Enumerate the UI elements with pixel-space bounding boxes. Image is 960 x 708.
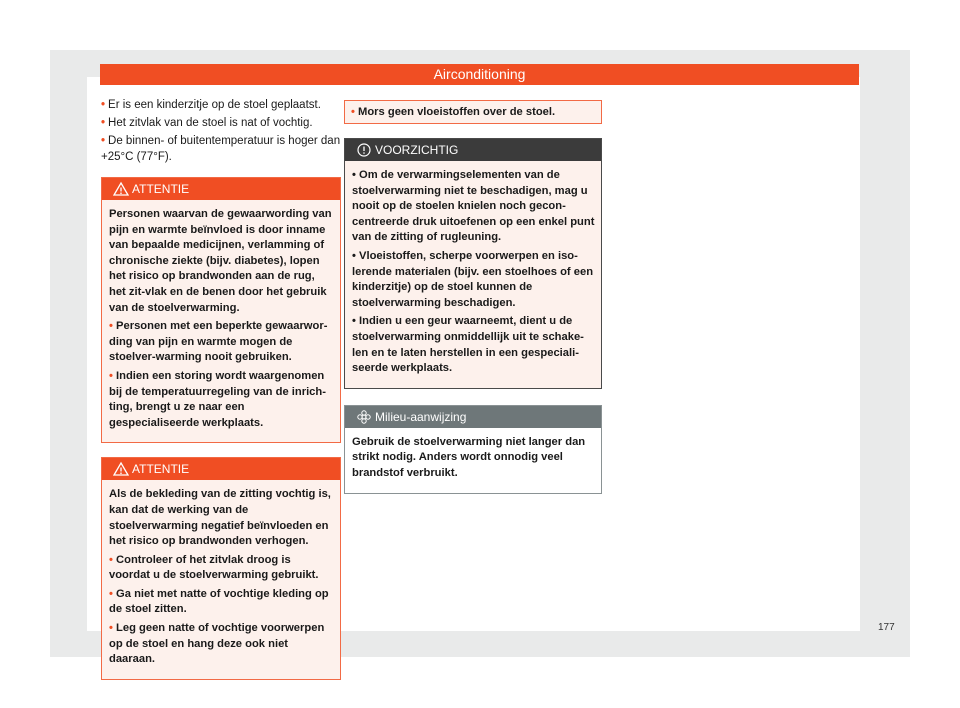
caution-box bbox=[344, 138, 602, 389]
bullet-icon: • bbox=[109, 553, 117, 566]
bullet-icon: • bbox=[109, 622, 117, 635]
continued-box bbox=[344, 100, 602, 124]
caution-box-header bbox=[345, 139, 601, 161]
left-column bbox=[101, 97, 341, 680]
bullet-icon: • bbox=[101, 117, 106, 129]
warning-box-2 bbox=[101, 457, 341, 680]
warning-box-header bbox=[102, 458, 340, 480]
warning-triangle-icon bbox=[113, 181, 129, 197]
environment-text: Gebruik de stoelverwarming niet langer dan strikt nodig. Anders wordt onnodig veel brandstof verbruikt. bbox=[352, 435, 586, 479]
bullet-icon: • bbox=[109, 320, 117, 333]
right-column bbox=[344, 97, 602, 494]
info-circle-icon bbox=[356, 142, 372, 158]
warning-title: ATTENTIE bbox=[132, 462, 190, 477]
list-item: • Leg geen natte of vochtige voorwerpen op de stoel en hang deze ook niet daaraan. bbox=[109, 622, 325, 666]
bullet-icon: • bbox=[352, 249, 360, 262]
bullet-icon: • bbox=[101, 99, 106, 111]
warning-box-1 bbox=[101, 177, 341, 443]
warning-intro: Personen waarvan de gewaarwording van pijn en warmte beïnvloed is door inname van bepaalde medicijnen, verlamming of chronische ziekte (bijv. diabetes), lopen het risico op brandwonden aan de rug, het zit-vlak en de benen door het gebruik van de stoelverwarming. bbox=[109, 208, 332, 314]
list-item: • De binnen- of buitentemperatuur is hoger dan +25°C (77°F). bbox=[101, 135, 341, 163]
list-item: • Personen met een beperkte gewaarwor-ding van pijn en warmte mogen de stoelver-warming nooit gebruiken. bbox=[109, 320, 328, 364]
page-number: 177 bbox=[878, 622, 895, 633]
warning-intro: Als de bekleding van de zitting vochtig is, kan dat de werking van de stoelverwarming negatief beïnvloeden en het risico op brandwonden verhogen. bbox=[109, 488, 331, 548]
warning-triangle-icon bbox=[113, 461, 129, 477]
list-item: • Controleer of het zitvlak droog is voordat u de stoelverwarming gebruikt. bbox=[109, 553, 319, 582]
environment-box-header bbox=[345, 406, 601, 428]
list-item: • Er is een kinderzitje op de stoel geplaatst. bbox=[101, 99, 321, 111]
list-item: • Vloeistoffen, scherpe voorwerpen en iso-lerende materialen (bijv. een stoelhoes of een kinderzitje) op de stoel kunnen de stoelverwarming beschadigen. bbox=[352, 249, 594, 309]
list-item: • Indien u een geur waarneemt, dient u de stoelverwarming onmiddellijk uit te schake-len en te laten herstellen in een gespeciali-seerde werkplaats. bbox=[352, 315, 584, 375]
bullet-icon: • bbox=[109, 587, 117, 600]
bullet-icon: • bbox=[109, 369, 117, 382]
flower-icon bbox=[356, 409, 372, 425]
caution-title: VOORZICHTIG bbox=[375, 143, 459, 157]
bullet-icon: • bbox=[352, 169, 360, 181]
chapter-header: Airconditioning bbox=[100, 64, 859, 85]
list-item: • Indien een storing wordt waargenomen bij de temperatuurregeling van de inrich-ting, brengt u ze naar een gespecialiseerde werkplaats. bbox=[109, 369, 326, 429]
environment-title: Milieu-aanwijzing bbox=[375, 409, 467, 424]
environment-box bbox=[344, 405, 602, 494]
environment-body bbox=[345, 428, 601, 493]
warning-body bbox=[102, 200, 340, 442]
bullet-icon: • bbox=[351, 106, 359, 118]
list-item: • Ga niet met natte of vochtige kleding op de stoel zitten. bbox=[109, 587, 329, 616]
list-item: • Het zitvlak van de stoel is nat of vochtig. bbox=[101, 117, 313, 129]
list-item: • Om de verwarmingselementen van de stoelverwarming niet te beschadigen, mag u nooit op de stoelen knielen noch gecon-centreerde druk uitoefenen op een enkel punt van de zitting of rugleuning. bbox=[352, 169, 595, 244]
bullet-icon: • bbox=[101, 135, 106, 147]
bullet-icon: • bbox=[352, 315, 360, 328]
warning-body bbox=[102, 480, 340, 679]
caution-body bbox=[345, 161, 601, 388]
continued-item: Mors geen vloeistoffen over de stoel. bbox=[358, 106, 556, 118]
warning-box-header bbox=[102, 178, 340, 200]
warning-title: ATTENTIE bbox=[132, 182, 190, 196]
